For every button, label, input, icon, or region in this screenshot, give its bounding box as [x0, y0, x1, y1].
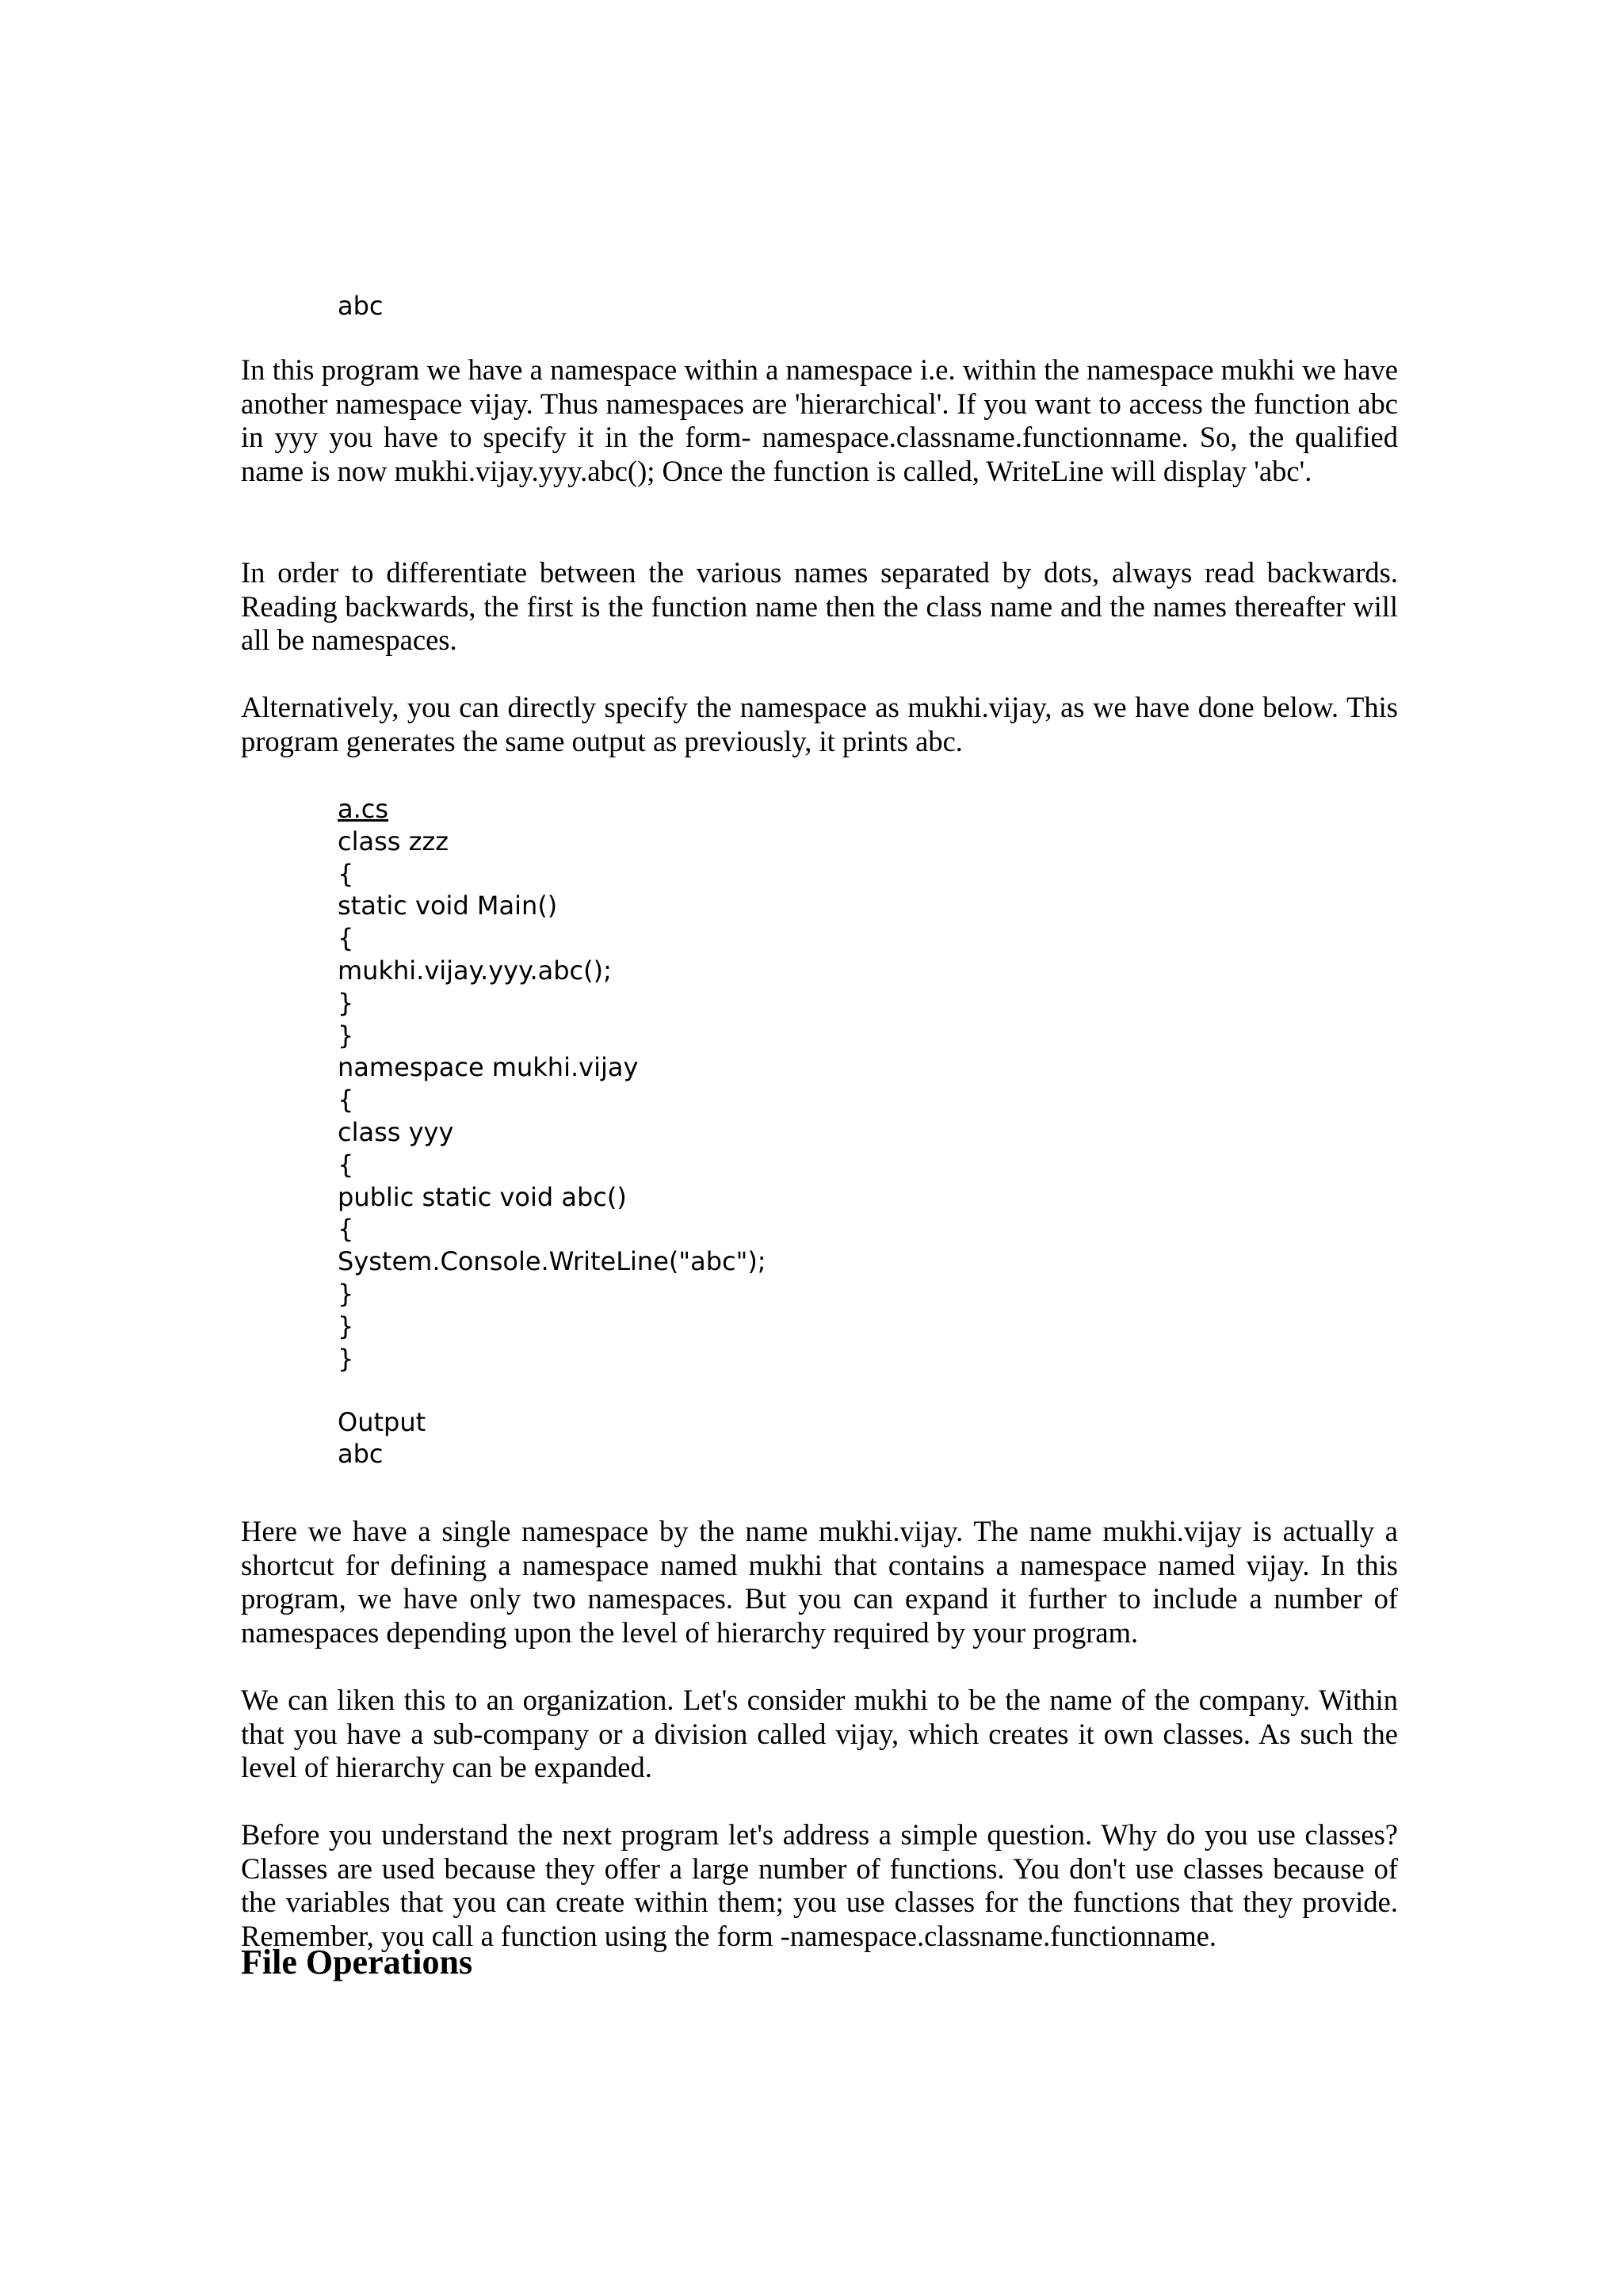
section-heading: File Operations: [241, 1943, 473, 1981]
paragraph-read-backwards: In order to differentiate between the various names separated by dots, always read backwards. Reading backwards, the first is the function name then the class name and the names thereafter will all be namespaces.: [241, 556, 1398, 657]
code-line: {: [338, 1149, 354, 1180]
program-output: [338, 1406, 426, 1470]
paragraph-why-classes: Before you understand the next program let's address a simple question. Why do you use classes? Classes are used because they offer a large number of functions. You don't use classes because of the variables that you can create within them; you use classes for the functions that they provide. Remember, you call a function using the form -namespace.classname.functionname.: [241, 1818, 1398, 1952]
code-line: {: [338, 923, 354, 954]
code-line: namespace mukhi.vijay: [338, 1052, 639, 1083]
paragraph-single-namespace: Here we have a single namespace by the name mukhi.vijay. The name mukhi.vijay is actually a shortcut for defining a namespace named mukhi that contains a namespace named vijay. In this program, we have only two namespaces. But you can expand it further to include a number of namespaces depending upon the level of hierarchy required by your program.: [241, 1515, 1398, 1649]
output-label: Output: [338, 1407, 426, 1437]
code-line: mukhi.vijay.yyy.abc();: [338, 955, 612, 986]
code-line: }: [338, 1310, 354, 1341]
code-line: {: [338, 1085, 354, 1116]
code-line: static void Main(): [338, 891, 558, 921]
code-line: class zzz: [338, 826, 449, 856]
code-line: {: [338, 1214, 354, 1245]
paragraph-organization-analogy: We can liken this to an organization. Let's consider mukhi to be the name of the company. Within that you have a sub-company or a division called vijay, which creates it own classes. As such the level of hierarchy can be expanded.: [241, 1684, 1398, 1784]
code-line: }: [338, 1343, 354, 1374]
code-file-name: a.cs: [338, 794, 389, 824]
output-value: abc: [338, 1439, 384, 1469]
code-line: }: [338, 1020, 354, 1051]
code-line: class yyy: [338, 1116, 454, 1147]
previous-output-text: abc: [338, 291, 384, 321]
code-line: {: [338, 858, 354, 889]
code-line: System.Console.WriteLine("abc");: [338, 1246, 766, 1277]
code-line: public static void abc(): [338, 1181, 627, 1212]
code-line: }: [338, 987, 354, 1018]
paragraph-hierarchical-namespaces: In this program we have a namespace within a namespace i.e. within the namespace mukhi we have another namespace vijay. Thus namespaces are 'hierarchical'. If you want to access the function abc in yyy you have to specify it in the form- namespace.classname.functionname. So, the qualified name is now mukhi.vijay.yyy.abc(); Once the function is called, WriteLine will display 'abc'.: [241, 353, 1398, 487]
paragraph-alternative-syntax: Alternatively, you can directly specify the namespace as mukhi.vijay, as we have done below. This program generates the same output as previously, it prints abc.: [241, 691, 1398, 757]
code-listing: [338, 793, 766, 1375]
code-line: }: [338, 1278, 354, 1309]
